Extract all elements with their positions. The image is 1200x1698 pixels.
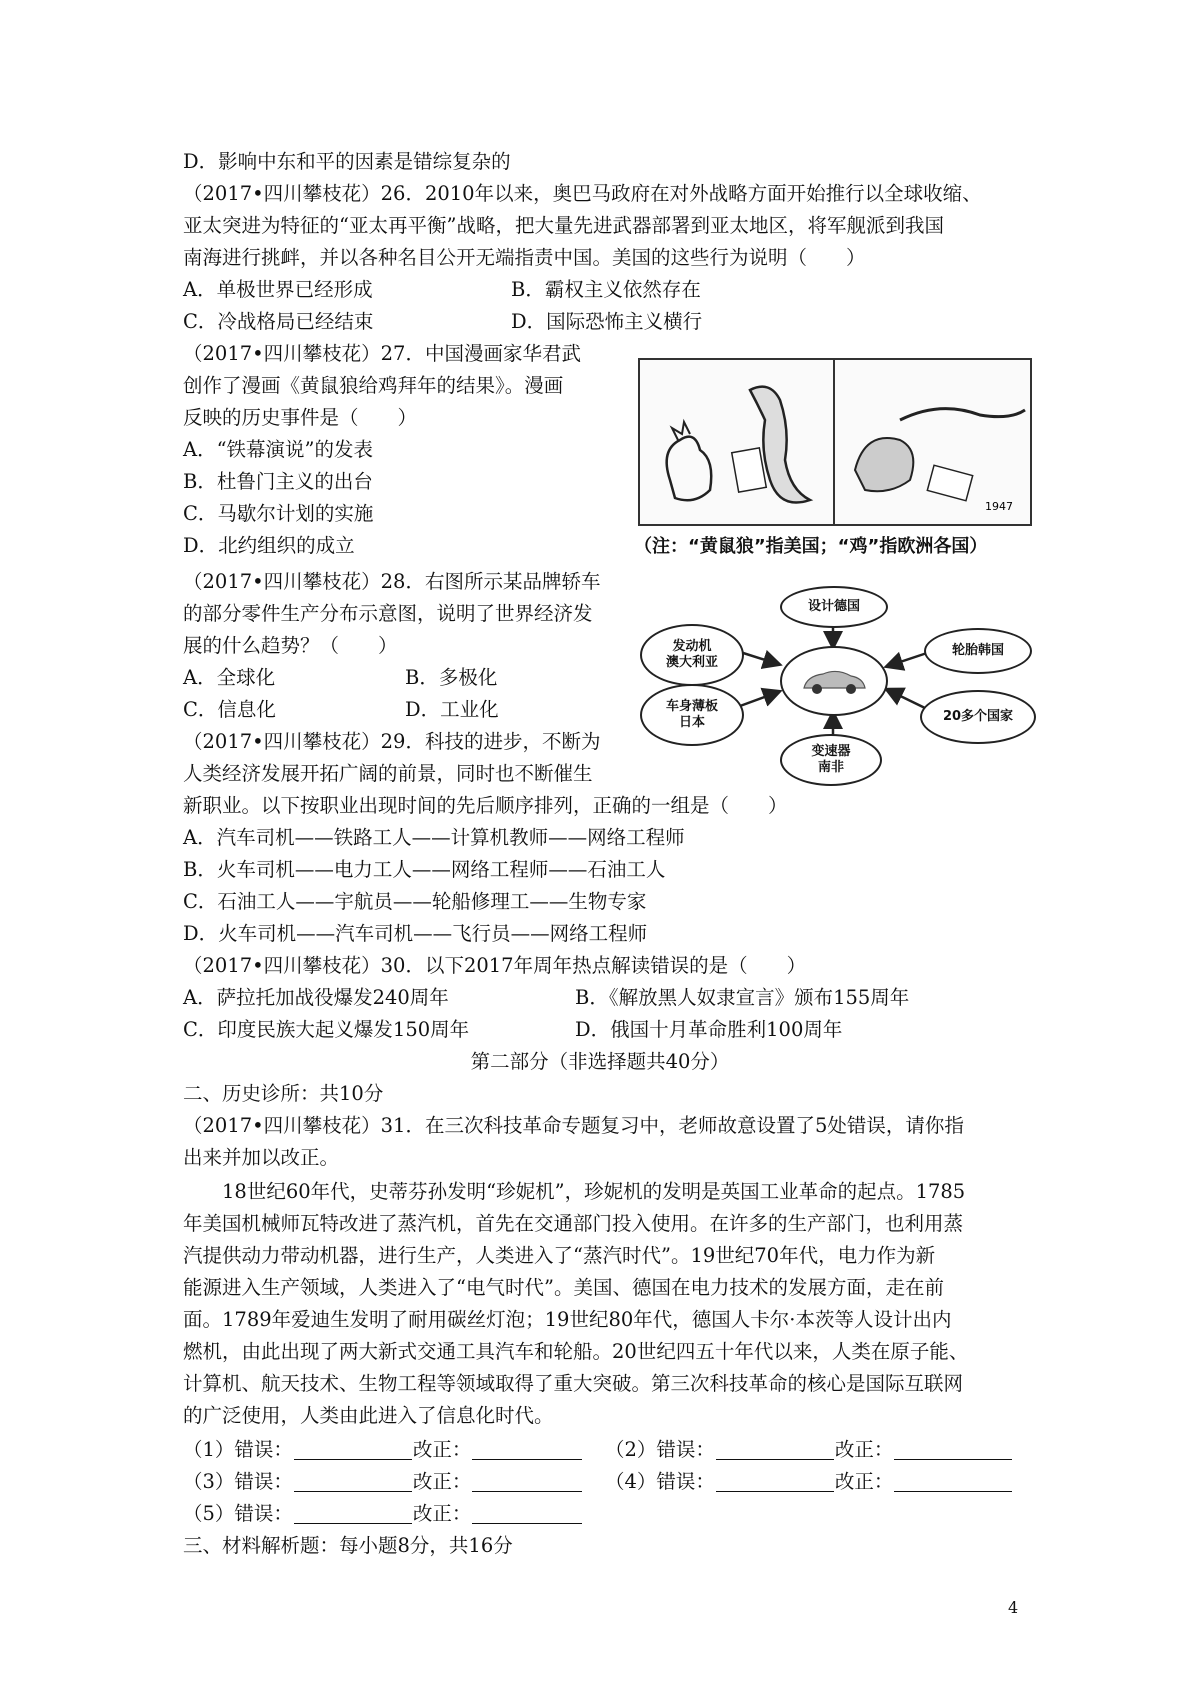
q28-stem-1: （2017•四川攀枝花）28．右图所示某品牌轿车	[183, 570, 601, 593]
blank-3-fix-label: 改正：	[412, 1470, 472, 1493]
passage-line-4: 能源进入生产领域，人类进入了“电气时代”。美国、德国在电力技术的发展方面，走在前	[183, 1276, 944, 1299]
blank-row-5	[183, 1498, 583, 1530]
car-icon	[799, 664, 869, 698]
q30-option-c: C．印度民族大起义爆发150周年	[183, 1018, 470, 1041]
q27-stem-3: 反映的历史事件是（ ）	[183, 406, 418, 429]
car-parts-diagram	[640, 586, 1040, 782]
q25-option-d: D．影响中东和平的因素是错综复杂的	[183, 150, 511, 173]
q29-stem-2: 人类经济发展开拓广阔的前景，同时也不断催生	[183, 762, 593, 785]
q29-stem-1: （2017•四川攀枝花）29．科技的进步，不断为	[183, 730, 601, 753]
section-three-heading: 三、材料解析题：每小题8分，共16分	[183, 1534, 513, 1557]
blank-4-error-input[interactable]	[716, 1469, 834, 1492]
passage-line-5: 面。1789年爱迪生发明了耐用碳丝灯泡；19世纪80年代，德国人卡尔·本茨等人设计出内	[183, 1308, 952, 1331]
node-engine-label: 发动机	[672, 639, 712, 654]
node-body-country: 日本	[678, 715, 705, 730]
q27-option-b: B．杜鲁门主义的出台	[183, 470, 373, 493]
q30-stem: （2017•四川攀枝花）30．以下2017年周年热点解读错误的是（ ）	[183, 954, 807, 977]
q28-stem-2: 的部分零件生产分布示意图，说明了世界经济发	[183, 602, 593, 625]
node-engine-country: 澳大利亚	[665, 655, 718, 670]
q26-stem-2: 亚太突进为特征的“亚太再平衡”战略，把大量先进武器部署到亚太地区，将军舰派到我国	[183, 214, 944, 237]
blank-row-3	[183, 1466, 583, 1498]
blank-2-fix-input[interactable]	[894, 1437, 1012, 1460]
node-gearbox-label: 变速器	[811, 744, 851, 759]
q30-option-a: A．萨拉托加战役爆发240周年	[183, 986, 449, 1009]
blank-4-fix-label: 改正：	[834, 1470, 894, 1493]
q29-option-c: C．石油工人——宇航员——轮船修理工——生物专家	[183, 890, 647, 913]
blank-1-label: （1）错误：	[183, 1438, 293, 1461]
q26-option-a: A．单极世界已经形成	[183, 278, 373, 301]
blank-5-error-input[interactable]	[294, 1501, 412, 1524]
car-center-node	[780, 646, 888, 716]
node-body-label: 车身薄板	[665, 699, 718, 714]
q28-option-b: B．多极化	[405, 666, 498, 689]
blank-3-label: （3）错误：	[183, 1470, 293, 1493]
q28-stem-3: 展的什么趋势？（ ）	[183, 634, 398, 657]
q29-option-b: B．火车司机——电力工人——网络工程师——石油工人	[183, 858, 666, 881]
blank-2-label: （2）错误：	[605, 1438, 715, 1461]
q27-option-c: C．马歇尔计划的实施	[183, 502, 374, 525]
blank-2-fix-label: 改正：	[834, 1438, 894, 1461]
q26-stem-1: （2017•四川攀枝花）26．2010年以来，奥巴马政府在对外战略方面开始推行以全球收缩、	[183, 182, 982, 205]
passage-line-1: 18世纪60年代，史蒂芬孙发明“珍妮机”，珍妮机的发明是英国工业革命的起点。1785	[222, 1180, 966, 1203]
passage-line-8: 的广泛使用，人类由此进入了信息化时代。	[183, 1404, 554, 1427]
blank-5-fix-input[interactable]	[472, 1501, 582, 1524]
node-gearbox-south-africa	[780, 734, 882, 786]
q26-option-c: C．冷战格局已经结束	[183, 310, 374, 333]
blank-1-fix-label: 改正：	[412, 1438, 472, 1461]
passage-line-2: 年美国机械师瓦特改进了蒸汽机，首先在交通部门投入使用。在许多的生产部门，也利用蒸	[183, 1212, 964, 1235]
blank-4-label: （4）错误：	[605, 1470, 715, 1493]
blank-5-fix-label: 改正：	[412, 1502, 472, 1525]
blank-3-error-input[interactable]	[294, 1469, 412, 1492]
blank-row-2	[605, 1434, 1013, 1466]
section-two-heading: 二、历史诊所：共10分	[183, 1082, 384, 1105]
cartoon-drawing	[640, 360, 1030, 524]
node-tire-korea: 轮胎韩国	[924, 628, 1032, 674]
blank-2-error-input[interactable]	[716, 1437, 834, 1460]
blank-4-fix-input[interactable]	[894, 1469, 1012, 1492]
node-design-germany: 设计德国	[780, 586, 888, 628]
q26-option-b: B．霸权主义依然存在	[511, 278, 701, 301]
q31-stem-1: （2017•四川攀枝花）31．在三次科技革命专题复习中，老师故意设置了5处错误，请你指	[183, 1114, 964, 1137]
q28-option-c: C．信息化	[183, 698, 276, 721]
node-body-japan	[640, 684, 744, 746]
passage-line-6: 燃机，由此出现了两大新式交通工具汽车和轮船。20世纪四五十年代以来，人类在原子能、	[183, 1340, 969, 1363]
q27-option-a: A．“铁幕演说”的发表	[183, 438, 374, 461]
blank-1-error-input[interactable]	[294, 1437, 412, 1460]
blank-3-fix-input[interactable]	[472, 1469, 582, 1492]
blank-1-fix-input[interactable]	[472, 1437, 582, 1460]
part-two-heading: 第二部分（非选择题共40分）	[470, 1050, 730, 1073]
q26-stem-3: 南海进行挑衅，并以各种名目公开无端指责中国。美国的这些行为说明（ ）	[183, 246, 866, 269]
q27-stem-2: 创作了漫画《黄鼠狼给鸡拜年的结果》。漫画	[183, 374, 564, 397]
q27-stem-1: （2017•四川攀枝花）27．中国漫画家华君武	[183, 342, 581, 365]
q29-option-d: D．火车司机——汽车司机——飞行员——网络工程师	[183, 922, 648, 945]
q29-option-a: A．汽车司机——铁路工人——计算机教师——网络工程师	[183, 826, 685, 849]
q29-stem-3: 新职业。以下按职业出现时间的先后顺序排列，正确的一组是（ ）	[183, 794, 788, 817]
node-20-countries: 20多个国家	[920, 690, 1036, 744]
blank-row-1	[183, 1434, 583, 1466]
cartoon-caption: （注：“黄鼠狼”指美国；“鸡”指欧洲各国）	[634, 536, 988, 557]
passage-line-7: 计算机、航天技术、生物工程等领域取得了重大突破。第三次科技革命的核心是国际互联网	[183, 1372, 964, 1395]
q28-option-a: A．全球化	[183, 666, 276, 689]
page-number: 4	[1008, 1598, 1019, 1617]
cartoon-divider	[833, 360, 835, 524]
passage-line-3: 汽提供动力带动机器，进行生产，人类进入了“蒸汽时代”。19世纪70年代，电力作为新	[183, 1244, 936, 1267]
node-engine-australia	[640, 624, 744, 686]
cartoon-image	[638, 358, 1032, 526]
q27-option-d: D．北约组织的成立	[183, 534, 355, 557]
blank-row-4	[605, 1466, 1013, 1498]
q28-option-d: D．工业化	[405, 698, 499, 721]
q26-option-d: D．国际恐怖主义横行	[511, 310, 703, 333]
node-gearbox-country: 南非	[817, 760, 844, 775]
cartoon-year: 1947	[985, 500, 1013, 513]
blank-5-label: （5）错误：	[183, 1502, 293, 1525]
q31-stem-2: 出来并加以改正。	[183, 1146, 340, 1169]
q30-option-b: B．《解放黑人奴隶宣言》颁布155周年	[575, 986, 910, 1009]
q30-option-d: D．俄国十月革命胜利100周年	[575, 1018, 843, 1041]
